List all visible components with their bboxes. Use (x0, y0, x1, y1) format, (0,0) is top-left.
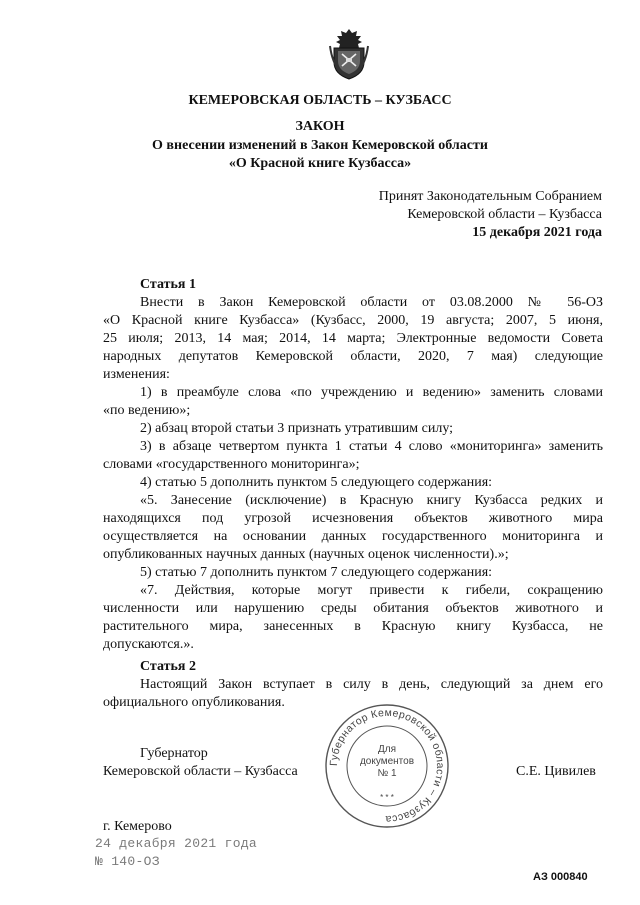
adoption-line: Кемеровской области – Кузбасса (407, 207, 602, 222)
governor-position-line: Кемеровской области – Кузбасса (103, 764, 298, 779)
amendment-item-line: численности или нарушению среды обитания объектов животного и (103, 601, 603, 616)
article-2-line: официального опубликования. (103, 695, 285, 710)
amendment-item-line: растительного мира, занесенных в Красную книгу Кузбасса, не (103, 619, 603, 634)
article-1-line: «О Красной книге Кузбасса» (Кузбасс, 2000, 19 августа; 2007, 5 июня, (103, 313, 603, 328)
law-title (0, 137, 640, 173)
amendment-item-line: 3) в абзаце четвертом пункта 1 статьи 4 слово «мониторинга» заменить (140, 439, 603, 454)
seal-ring-text: Губернатор Кемеровской области – Кузбасса (327, 706, 447, 826)
registration-number: № 140-ОЗ (95, 854, 160, 869)
seal-stars: * * * (380, 793, 394, 802)
governor-name: С.Е. Цивилев (516, 764, 596, 779)
form-serial-number: АЗ 000840 (533, 871, 588, 883)
seal-center-text: Для (377, 744, 397, 755)
adoption-block (379, 188, 602, 242)
governor-position-line: Губернатор (140, 746, 208, 761)
amendment-item-line: словами «государственного мониторинга»; (103, 457, 360, 472)
law-title-line: «О Красной книге Кузбасса» (228, 156, 412, 171)
seal-center-text: № 1 (377, 768, 397, 779)
law-label: ЗАКОН (295, 119, 345, 134)
amendment-item-line: «по ведению»; (103, 403, 191, 418)
governor-position (103, 745, 298, 781)
article-2-heading: Статья 2 (140, 659, 196, 674)
amendment-item-line: «7. Действия, которые могут привести к гибели, сокращению (140, 583, 603, 598)
amendment-item-line: опубликованных научных данных (научных оценок численности).»; (103, 547, 509, 562)
article-1-heading: Статья 1 (140, 277, 196, 292)
amendment-item-line: 5) статью 7 дополнить пунктом 7 следующего содержания: (140, 565, 493, 580)
amendment-item-line: 2) абзац второй статьи 3 признать утратившим силу; (140, 421, 454, 436)
registration-date: 24 декабря 2021 года (95, 836, 258, 851)
seal-center-text: документов (359, 756, 415, 767)
amendment-item-line: 1) в преамбуле слова «по учреждению и ведению» заменить словами (140, 385, 603, 400)
amendment-item-line: «5. Занесение (исключение) в Красную книгу Кузбасса редких и (140, 493, 603, 508)
article-1-line: изменения: (103, 367, 170, 382)
amendment-item-line: находящихся под угрозой исчезновения объектов животного мира (103, 511, 603, 526)
amendment-item-line: 4) статью 5 дополнить пунктом 5 следующего содержания: (140, 475, 493, 490)
region-heading: КЕМЕРОВСКАЯ ОБЛАСТЬ – КУЗБАСС (188, 93, 452, 108)
adoption-line: Принят Законодательным Собранием (378, 189, 602, 204)
amendment-item-line: осуществляется на основании данных государственного мониторинга и (103, 529, 603, 544)
coat-of-arms-emblem (328, 28, 370, 80)
amendment-item-line: допускаются.». (103, 637, 194, 652)
place-of-signing: г. Кемерово (103, 819, 172, 834)
article-2-line: Настоящий Закон вступает в силу в день, следующий за днем его (140, 677, 603, 692)
article-1-body (103, 294, 603, 654)
article-1-line: народных депутатов Кемеровской области, 2020, 7 мая) следующие (103, 349, 603, 364)
registration-stamp (95, 835, 257, 871)
article-1-line: Внести в Закон Кемеровской области от 03.08.2000 № 56-ОЗ (140, 295, 603, 310)
article-1-line: 25 июля; 2013, 14 мая; 2014, 14 марта; Электронные ведомости Совета (103, 331, 603, 346)
adoption-date: 15 декабря 2021 года (472, 225, 602, 240)
law-title-line: О внесении изменений в Закон Кемеровской области (152, 138, 488, 153)
official-seal (323, 702, 451, 830)
